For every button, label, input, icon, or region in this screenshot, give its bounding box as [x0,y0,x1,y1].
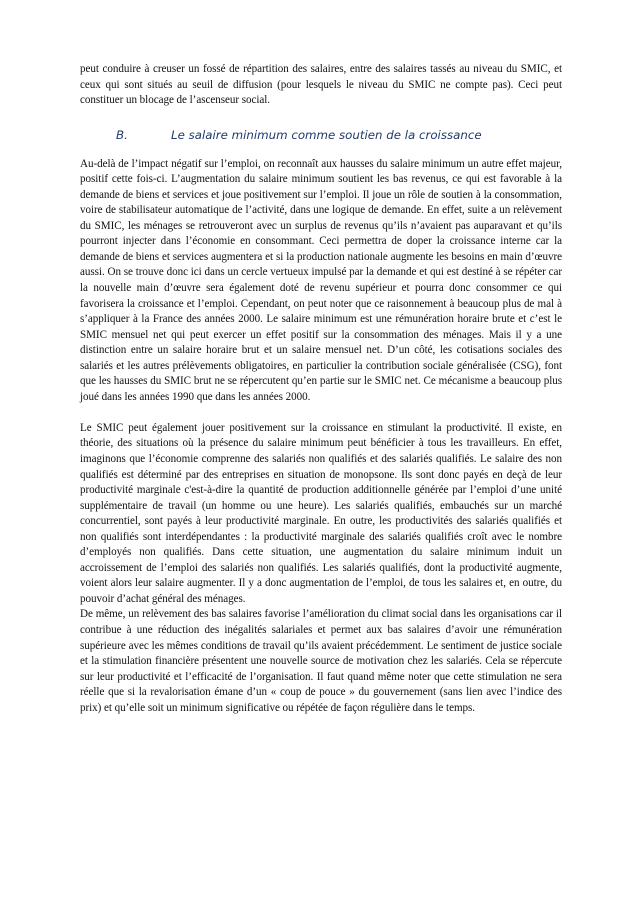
intro-paragraph: peut conduire à creuser un fossé de répartition des salaires, entre des salaires tassés au niveau du SMIC, et ceux qui sont situés au seuil de diffusion (pour lesquels le niveau du SMIC ne compte pas). Ceci peut constituer un blocage de l’ascenseur social. [80,63,562,107]
paragraph-productivity: Le SMIC peut également jouer positivement sur la croissance en stimulant la productivité. Il existe, en théorie, des situations où la présence du salaire minimum peut bénéficier à tous les travailleurs. En effet, imaginons que l’économie comprenne des salariés non qualifiés et des salariés qualifiés. Le salaire des non qualifiés est déterminé par des entreprises en situation de monopsone. Ils sont donc payés en deçà de leur productivité marginale c'est-à-dire la quantité de production additionnelle générée par l’emploi d’une unité supplémentaire de travail (un homme ou une heure). Les salariés qualifiés, embauchés sur un marché concurrentiel, sont payés à leur productivité marginale. En outre, les productivités des salariés qualifiés et non qualifiés sont interdépendantes : la productivité marginale des salariés qualifiés croît avec le nombre d’employés non qualifiés. Dans cette situation, une augmentation du salaire minimum induit un accroissement de l’emploi des salariés non qualifiés. Les salariés qualifiés, dont la productivité augmente, voient alors leur salaire augmenter. Il y a donc augmentation de l’emploi, de tous les salaires et, en outre, du pouvoir d’achat général des ménages. [80,421,562,605]
section-title: Le salaire minimum comme soutien de la croissance [171,127,482,142]
paragraph-social-climate: De même, un relèvement des bas salaires favorise l’amélioration du climat social dans les organisations car il contribue à une réduction des inégalités salariales et permet aux bas salaires d’avoir une rémunération supérieure avec les mêmes conditions de travail qu’ils avaient précédemment. Le sentiment de justice sociale et la stimulation financière présentent une nouvelle source de motivation chez les salariés. Cela se répercute sur leur productivité et l’efficacité de l’organisation. Il faut quand même noter que cette stimulation ne sera réelle que si la revalorisation émane d’un « coup de pouce » du gouvernement (sans lien avec l’indice des prix) et qu’elle soit un minimum significative ou répétée de façon régulière dans le temps. [80,608,562,714]
paragraph-demand-effect: Au-delà de l’impact négatif sur l’emploi, on reconnaît aux hausses du salaire minimum un autre effet majeur, positif cette fois-ci. L’augmentation du salaire minimum soutient les bas revenus, ce qui est favorable à la demande de biens et services et joue positivement sur l’emploi. Il joue un rôle de soutien à la consommation, voire de stabilisateur automatique de l’activité, dans une logique de demande. En effet, suite a un relèvement du SMIC, les ménages se retrouveront avec un surplus de revenus qu’ils n’avaient pas auparavant et qu’ils pourront injecter dans l’économie en consommant. Ceci permettra de doper la croissance interne car la demande de biens et services augmentera et si la production nationale augmente les besoins en main d’œuvre aussi. On se trouve donc ici dans un cercle vertueux impulsé par la demande et qui est destiné à se répéter car la nouvelle main d’œuvre sera également doté de revenu supérieur et pourra donc consommer ce qui favorisera la croissance et l’emploi. Cependant, on peut noter que ce raisonnement à beaucoup plus de mal à s’appliquer à la France des années 2000. Le salaire minimum est une rémunération horaire brute et c’est le SMIC mensuel net qui peut exercer un effet positif sur la consommation des ménages. Mais il y a une distinction entre un salaire horaire brut et un salaire mensuel net. D’un côté, les cotisations sociales des salariés et les autres prélèvements obligatoires, en particulier la contribution sociale généralisée (CSG), font que les hausses du SMIC brut ne se répercutent qu’en partie sur le SMIC net. Ce mécanisme a beaucoup plus joué dans les années 1990 que dans les années 2000. [80,157,562,403]
paragraph-spacer [80,405,562,421]
section-heading [80,127,562,143]
document-page [80,62,562,716]
section-number: B. [116,127,128,142]
